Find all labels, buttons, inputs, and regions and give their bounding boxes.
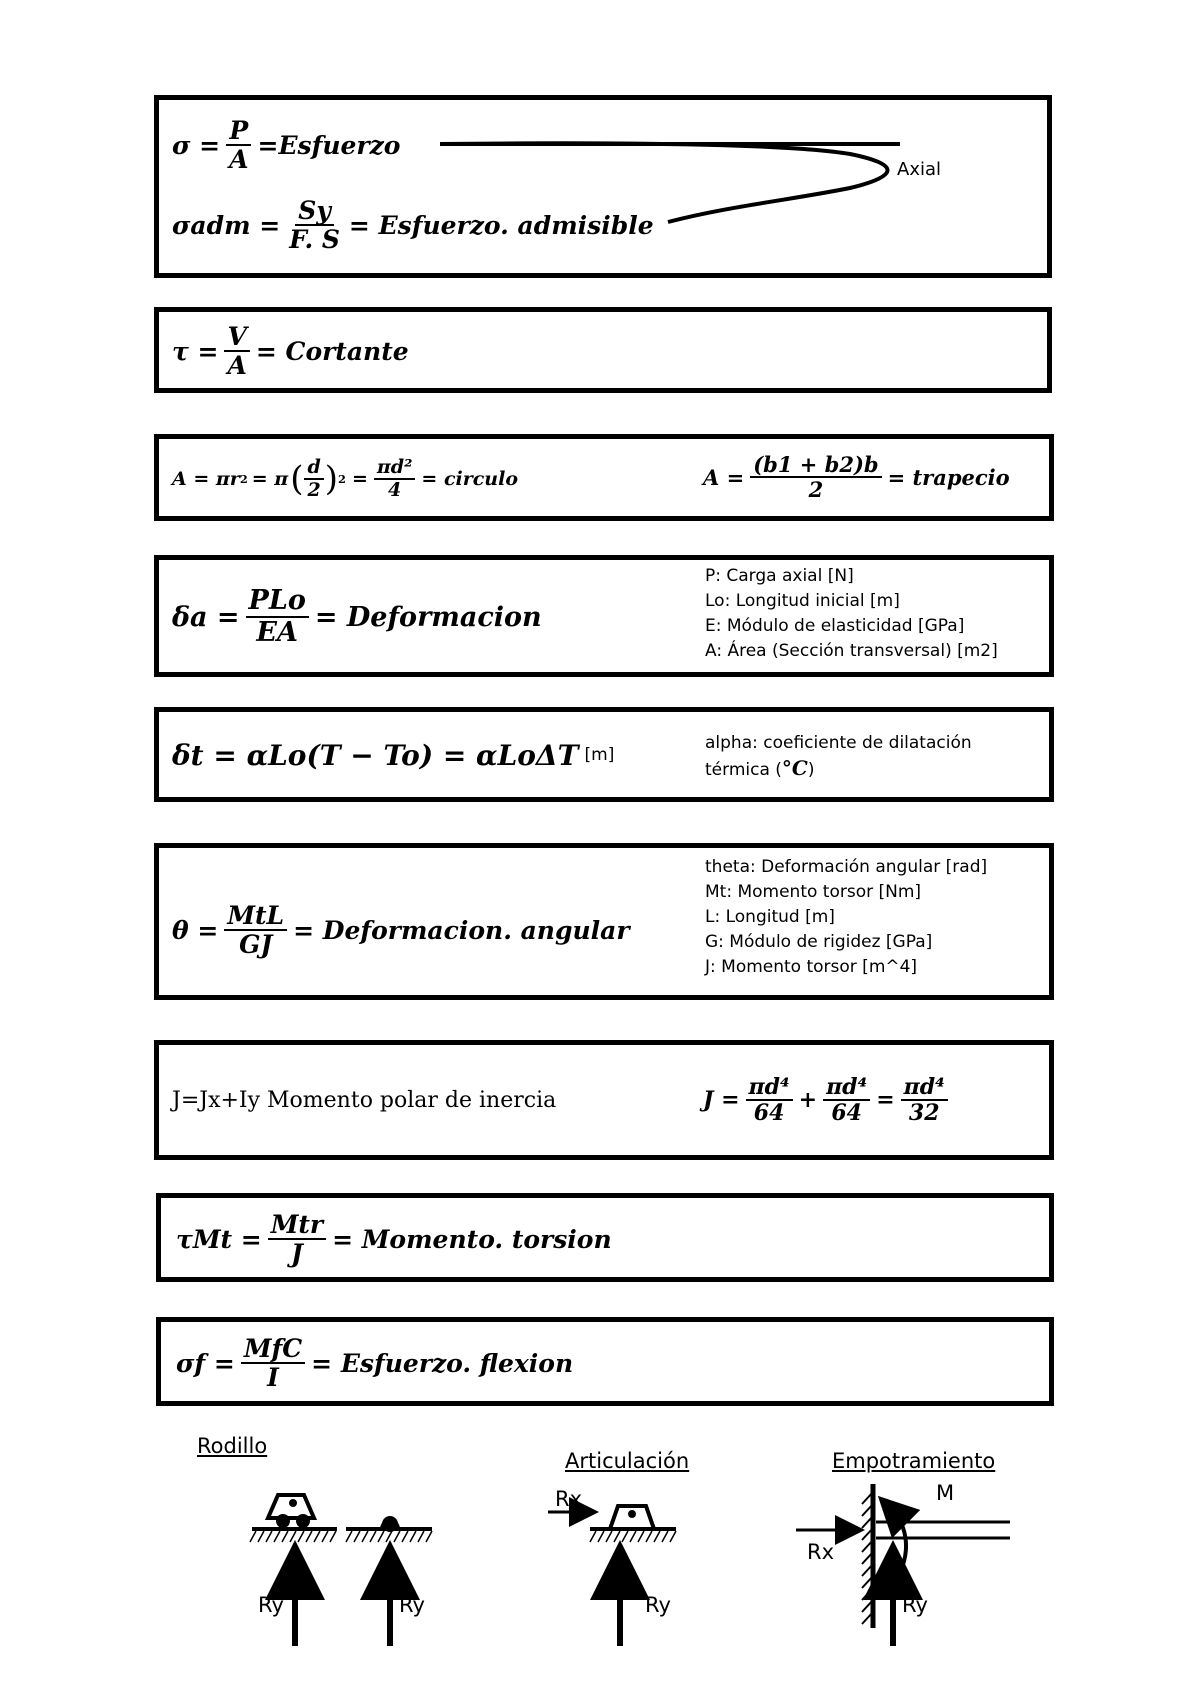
circle-pid-numerator: πd² (374, 457, 416, 480)
note-theta: theta: Deformación angular [rad] (705, 857, 988, 877)
rodillo-title: Rodillo (197, 1434, 268, 1458)
shear-numerator: V (224, 323, 249, 353)
shear-denominator: A (227, 351, 247, 380)
circle-d-fraction (304, 457, 323, 501)
bending-equation (176, 1328, 573, 1398)
bending-rhs: = Esfuerzo. flexion (311, 1348, 574, 1378)
trap-rhs: = trapecio (887, 464, 1010, 490)
note-celsius: °C (781, 756, 808, 780)
fixed-rx-label: Rx (807, 1540, 835, 1564)
bending-numerator: MfC (241, 1335, 305, 1365)
torsion-fraction (268, 1211, 326, 1268)
circle-area-part: A = πr (172, 468, 240, 490)
note-carga-axial: P: Carga axial [N] (705, 566, 854, 586)
fixed-ry-label: Ry (902, 1593, 928, 1617)
deformation-notes (705, 564, 998, 664)
polar-inertia-text: J=Jx+Iy Momento polar de inercia (172, 1088, 557, 1113)
note-termica (705, 756, 972, 783)
polar-fraction-1 (746, 1075, 793, 1125)
shear-fraction (224, 323, 249, 380)
torsion-equation (176, 1204, 612, 1274)
note-area: A: Área (Sección transversal) [m2] (705, 641, 998, 661)
polar-fraction-2 (823, 1075, 870, 1125)
note-j-momento: J: Momento torsor [m^4] (705, 957, 918, 977)
circle-rhs: = circulo (421, 468, 519, 490)
angular-fraction (224, 902, 287, 959)
trapezoid-area-equation (703, 444, 1010, 510)
stress-lhs: σ = (172, 130, 221, 160)
roller-ry-label-2: Ry (399, 1593, 425, 1617)
thermal-eq-text: δt = αLo(T − To) = αLoΔT (172, 738, 579, 772)
shear-equation (172, 316, 409, 386)
polar-denominator-3: 32 (908, 1100, 940, 1126)
circle-d-denominator: 2 (307, 479, 321, 501)
angular-rhs: = Deformacion. angular (293, 915, 630, 945)
note-momento-torsor: Mt: Momento torsor [Nm] (705, 882, 922, 902)
angular-notes (705, 855, 987, 980)
trap-denominator: 2 (808, 477, 824, 502)
deformation-equation (172, 580, 542, 654)
stress-equation (172, 110, 400, 180)
note-close-paren: ) (807, 760, 815, 780)
angular-lhs: θ = (172, 915, 219, 945)
polar-plus: + (798, 1087, 818, 1113)
circle-pid-denominator: 4 (388, 479, 402, 501)
stress-rhs: =Esfuerzo (257, 130, 401, 160)
polar-numerator-1: πd⁴ (746, 1075, 793, 1101)
stress-numerator: P (226, 117, 251, 147)
note-alpha: alpha: coeficiente de dilatación (705, 733, 972, 753)
torsion-rhs: = Momento. torsion (332, 1224, 612, 1254)
angular-numerator: MtL (224, 902, 287, 932)
angular-denominator: GJ (239, 930, 273, 959)
bending-lhs: σf = (176, 1348, 235, 1378)
roller-cart-icon (250, 1495, 337, 1542)
pin-support-icon (590, 1506, 676, 1542)
pin-rx-label: Rx (555, 1487, 583, 1511)
allowable-lhs: σadm = (172, 210, 281, 240)
angular-equation (172, 893, 630, 967)
right-paren: ) (324, 459, 339, 499)
note-modulo-elasticidad: E: Módulo de elasticidad [GPa] (705, 616, 965, 636)
axial-label: Axial (897, 159, 941, 180)
trap-fraction (750, 453, 881, 501)
circle-d-numerator: d (304, 457, 323, 480)
note-termica-text: térmica ( (705, 760, 782, 780)
note-longitud: L: Longitud [m] (705, 907, 835, 927)
deformation-numerator: PLo (246, 586, 309, 618)
circle-exponent: 2 (239, 472, 248, 486)
stress-fraction (226, 117, 251, 174)
thermal-equation (172, 730, 614, 780)
allowable-denominator: F. S (289, 225, 340, 254)
polar-fraction-3 (901, 1075, 948, 1125)
torsion-denominator: J (290, 1239, 303, 1268)
articulacion-title: Articulación (565, 1449, 690, 1473)
left-paren: ( (290, 459, 304, 499)
thermal-unit: [m] (584, 745, 615, 765)
circle-area-equation (172, 448, 518, 510)
fixed-support-icon (862, 1484, 1010, 1628)
deformation-fraction (246, 586, 309, 647)
thermal-notes (705, 731, 972, 783)
deformation-rhs: = Deformacion (314, 601, 542, 633)
allowable-rhs: = Esfuerzo. admisible (348, 210, 654, 240)
polar-numerator-2: πd⁴ (823, 1075, 870, 1101)
circle-pi: = π (251, 468, 289, 490)
torsion-lhs: τMt = (176, 1224, 262, 1254)
trap-lhs: A = (703, 464, 745, 490)
polar-equation (703, 1062, 954, 1138)
shear-rhs: = Cortante (255, 336, 409, 366)
allowable-fraction (286, 197, 343, 254)
bending-denominator: I (267, 1363, 279, 1392)
polar-numerator-3: πd⁴ (901, 1075, 948, 1101)
bending-fraction (241, 1335, 305, 1392)
polar-lhs: J = (703, 1087, 740, 1113)
pin-ry-label: Ry (645, 1593, 671, 1617)
roller-ry-label-1: Ry (258, 1593, 284, 1617)
circle-equals: = (351, 468, 368, 490)
stress-denominator: A (229, 145, 249, 174)
deformation-lhs: δa = (172, 601, 240, 633)
roller-ball-icon (346, 1516, 432, 1542)
axial-bracket-curve (430, 130, 900, 230)
note-longitud-inicial: Lo: Longitud inicial [m] (705, 591, 900, 611)
circle-paren-exponent: 2 (338, 472, 346, 486)
polar-denominator-2: 64 (831, 1100, 862, 1126)
trap-numerator: (b1 + b2)b (750, 453, 881, 478)
torsion-numerator: Mtr (268, 1211, 326, 1241)
deformation-denominator: EA (256, 617, 298, 648)
allowable-numerator: Sy (295, 197, 334, 227)
note-modulo-rigidez: G: Módulo de rigidez [GPa] (705, 932, 933, 952)
supports-diagram (0, 1470, 1200, 1698)
circle-pid-fraction (374, 457, 416, 501)
fixed-m-label: M (936, 1481, 955, 1505)
polar-equals: = (876, 1087, 895, 1113)
shear-lhs: τ = (172, 336, 219, 366)
empotramiento-title: Empotramiento (832, 1449, 996, 1473)
polar-denominator-1: 64 (753, 1100, 785, 1126)
